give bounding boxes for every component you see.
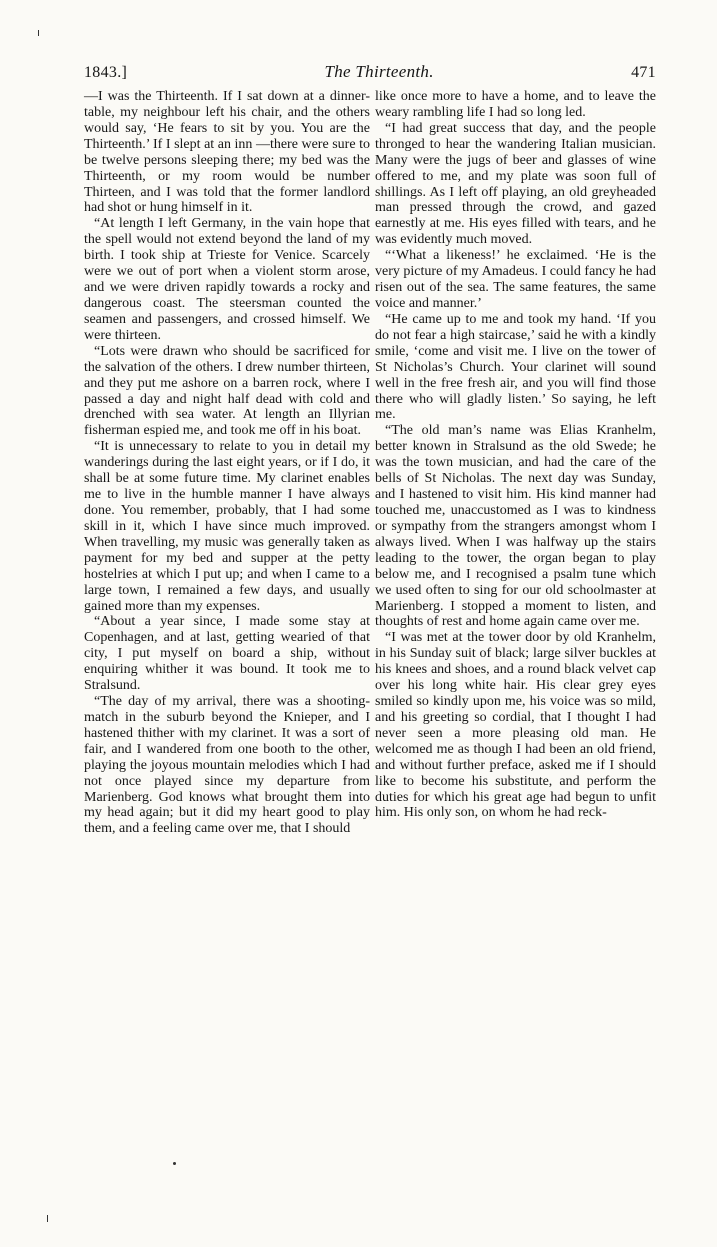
paragraph: “It is unnecessary to relate to you in detail my wanderings during the last eight years, or if I do, it shall be at some future time. My clarinet enables me to live in the humble manner I have always done. You remember, probably, that I had some skill in it, which I have since much improved. When travelling, my music was generally taken as payment for my bed and supper at the petty hostelries at which I put up; and when I came to a large town, I remained a few days, and usually gained more than my expenses. xyxy=(84,439,370,614)
header-title: The Thirteenth. xyxy=(324,62,434,81)
left-column xyxy=(84,89,370,837)
scan-speck xyxy=(38,30,39,36)
page xyxy=(84,62,656,837)
paragraph: “The day of my arrival, there was a shooting-match in the suburb beyond the Knieper, and I hastened thither with my clarinet. It was a sort of fair, and I wandered from one booth to the other, playing the joyous mountain melodies which I had not once played since my departure from Marienberg. God knows what brought them into my head again; but it did my heart good to play them, and a feeling came over me, that I should xyxy=(84,694,370,837)
paragraph: “I had great success that day, and the people thronged to hear the wandering Italian musician. Many were the jugs of beer and glasses of wine offered to me, and my plate was soon full of shillings. As I left off playing, an old greyheaded man pressed through the crowd, and gazed earnestly at me. His eyes filled with tears, and he was evidently much moved. xyxy=(375,120,656,248)
scan-speck xyxy=(47,1215,48,1222)
paragraph: “He came up to me and took my hand. ‘If you do not fear a high staircase,’ said he with a kindly smile, ‘come and visit me. I live on the tower of St Nicholas’s Church. Your clarinet will sound well in the free fresh air, and you will find those there who will gladly listen.’ So saying, he left me. xyxy=(375,311,656,423)
scan-speck xyxy=(173,1162,176,1165)
paragraph: “About a year since, I made some stay at Copenhagen, and at last, getting wearied of that city, I put myself on board a ship, without enquiring whither it was bound. It took me to Stralsund. xyxy=(84,614,370,694)
paragraph: “The old man’s name was Elias Kranhelm, better known in Stralsund as the old Swede; he was the town musician, and had the care of the bells of St Nicholas. The next day was Sunday, and I hastened to visit him. His kind manner had touched me, unaccustomed as I was to kindness or sympathy from the strangers amongst whom I always lived. When I was halfway up the stairs leading to the tower, the organ began to play below me, and I recognised a psalm tune which we used often to sing for our old schoolmaster at Marienberg. I stopped a moment to listen, and thoughts of rest and home again came over me. xyxy=(375,423,656,630)
paragraph: like once more to have a home, and to leave the weary rambling life I had so long led. xyxy=(375,89,656,120)
paragraph: “I was met at the tower door by old Kranhelm, in his Sunday suit of black; large silver buckles at his knees and shoes, and a round black velvet cap over his long white hair. His clear grey eyes smiled so kindly upon me, his voice was so mild, and his greeting so cordial, that I thought I had never seen a more pleasing old man. He welcomed me as though I had been an old friend, and without further preface, asked me if I should like to become his substitute, and perform the duties for which his great age had begun to unfit him. His only son, on whom he had reck- xyxy=(375,630,656,821)
header-year: 1843.] xyxy=(84,64,128,81)
paragraph: “At length I left Germany, in the vain hope that the spell would not extend beyond the land of my birth. I took ship at Trieste for Venice. Scarcely were we out of port when a violent storm arose, and we were driven rapidly towards a rocky and dangerous coast. The steersman counted the seamen and passengers, and crossed himself. We were thirteen. xyxy=(84,216,370,343)
text-columns xyxy=(84,89,656,837)
page-number: 471 xyxy=(631,64,656,81)
right-column xyxy=(375,89,656,837)
running-header xyxy=(84,62,656,88)
paragraph: —I was the Thirteenth. If I sat down at a dinner-table, my neighbour left his chair, and the others would say, ‘He fears to sit by you. You are the Thirteenth.’ If I slept at an inn —there were sure to be twelve persons sleeping there; my bed was the Thirteenth, or my room would be number Thirteen, and I was told that the former landlord had shot or hung himself in it. xyxy=(84,89,370,216)
paragraph: “Lots were drawn who should be sacrificed for the salvation of the others. I drew number thirteen, and they put me ashore on a barren rock, where I passed a day and night half dead with cold and drenched with sea water. At length an Illyrian fisherman espied me, and took me off in his boat. xyxy=(84,343,370,439)
paragraph: “‘What a likeness!’ he exclaimed. ‘He is the very picture of my Amadeus. I could fancy he had risen out of the sea. The same features, the same voice and manner.’ xyxy=(375,248,656,311)
